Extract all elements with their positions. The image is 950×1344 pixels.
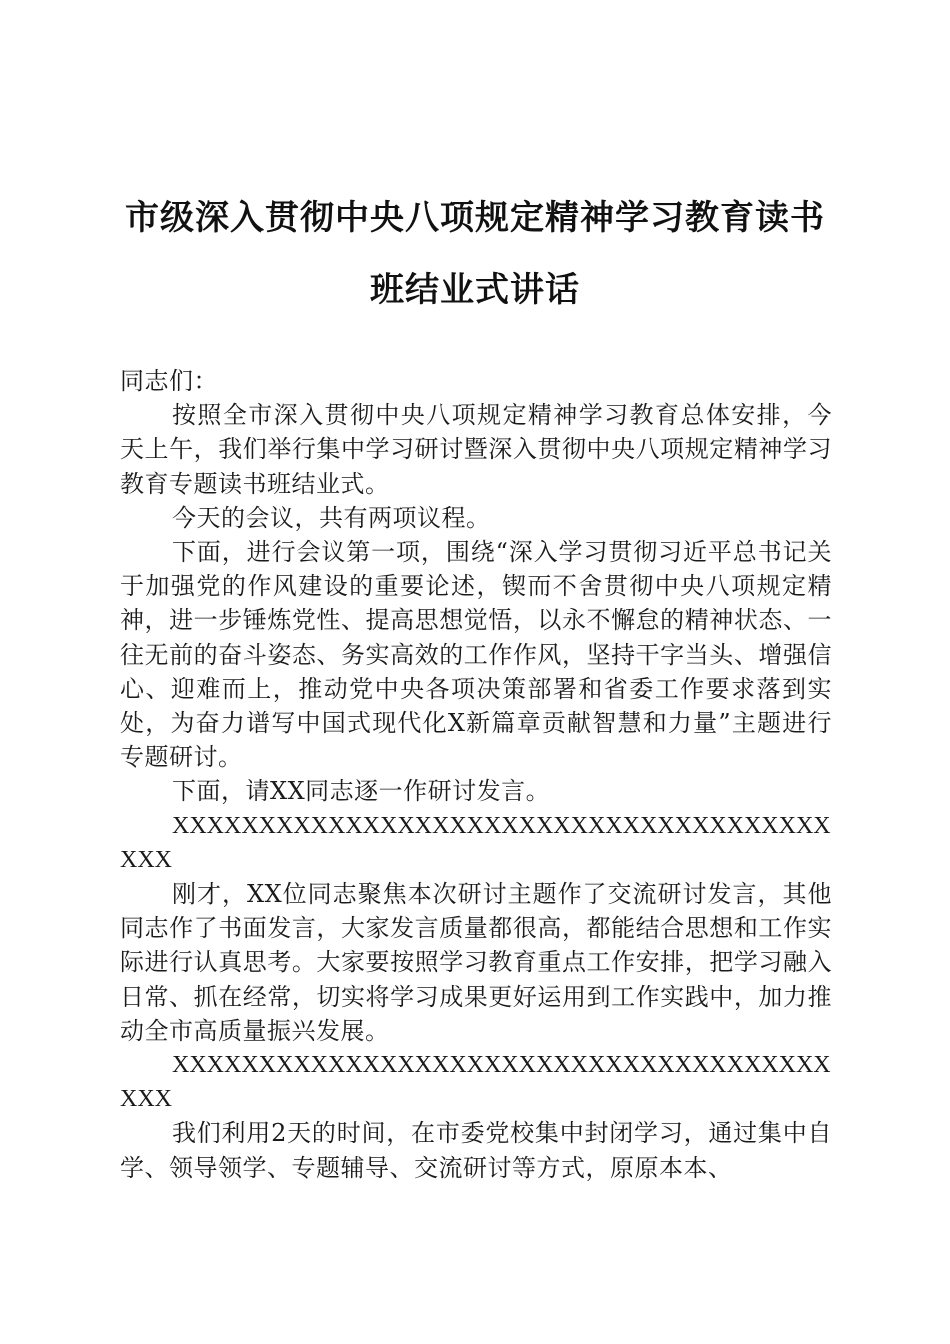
paragraph: 下面，请XX同志逐一作研讨发言。 [172,777,551,806]
paragraph: 按照全市深入贯彻中央八项规定精神学习教育总体安排，今天上午，我们举行集中学习研讨暨深入贯彻中央八项规定精神学习教育专题读书班结业式。 [120,401,832,498]
paragraph: 今天的会议，共有两项议程。 [172,503,491,532]
paragraph: 刚才，XX位同志聚焦本次研讨主题作了交流研讨发言，其他同志作了书面发言，大家发言质量都很高，都能结合思想和工作实际进行认真思考。大家要按照学习教育重点工作安排，把学习融入日常、抓在经常，切实将学习成果更好运用到工作实践中，加力推动全市高质量振兴发展。 [120,880,832,1045]
placeholder-paragraph: XXXXXXXXXXXXXXXXXXXXXXXXXXXXXXXXXXXXXXXXX [120,1052,831,1113]
document-title-line1: 市级深入贯彻中央八项规定精神学习教育读书 [125,198,825,238]
document-title-line2: 班结业式讲话 [370,270,580,310]
paragraph: 下面，进行会议第一项，围绕“深入学习贯彻习近平总书记关于加强党的作风建设的重要论述，锲而不舍贯彻中央八项规定精神，进一步锤炼党性、提高思想觉悟，以永不懈怠的精神状态、一往无前的奋斗姿态、务实高效的工作作风，坚持干字当头、增强信心、迎难而上，推动党中央各项决策部署和省委工作要求落到实处，为奋力谱写中国式现代化X新篇章贡献智慧和力量”主题进行专题研讨。 [120,538,832,772]
document-body [120,364,832,1185]
paragraph: 我们利用2天的时间，在市委党校集中封闭学习，通过集中自学、领导领学、专题辅导、交流研讨等方式，原原本本、 [120,1119,832,1182]
placeholder-paragraph: XXXXXXXXXXXXXXXXXXXXXXXXXXXXXXXXXXXXXXXXX [120,812,831,873]
salutation: 同志们： [120,367,218,395]
